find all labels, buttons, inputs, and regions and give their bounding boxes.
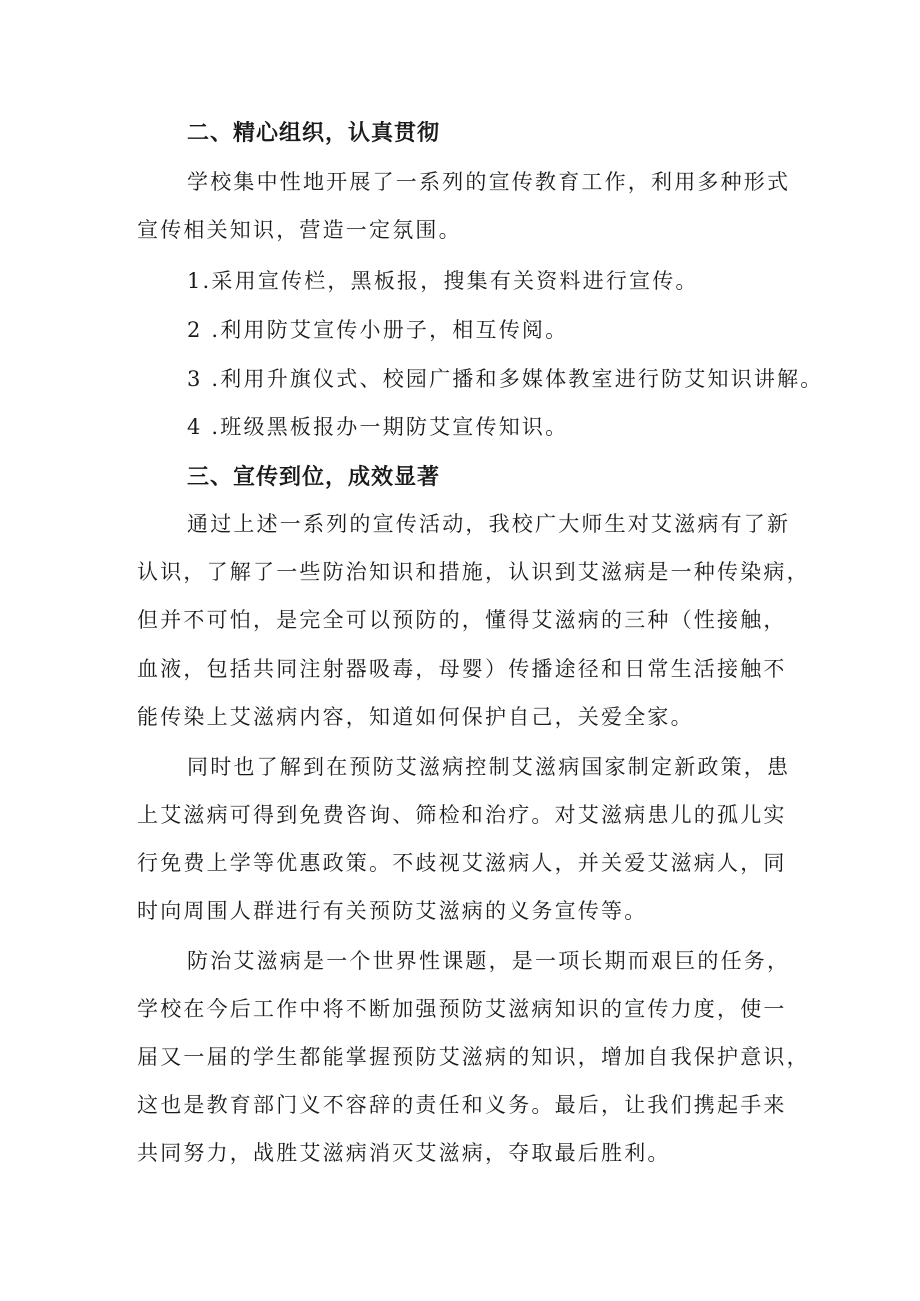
paragraph-line: 上艾滋病可得到免费咨询、筛检和治疗。对艾滋病患儿的孤儿实 xyxy=(137,803,787,827)
paragraph-line: 这也是教育部门义不容辞的责任和义务。最后，让我们携起手来 xyxy=(137,1093,787,1117)
section-heading-2: 二、精心组织，认真贯彻 xyxy=(187,121,441,146)
section-heading-3: 三、宣传到位，成效显著 xyxy=(187,465,441,490)
list-item: 3 .利用升旗仪式、校园广播和多媒体教室进行防艾知识讲解。 xyxy=(187,367,824,391)
paragraph-line: 能传染上艾滋病内容，知道如何保护自己，关爱全家。 xyxy=(137,705,694,729)
list-item: 4 .班级黑板报办一期防艾宣传知识。 xyxy=(187,415,569,439)
paragraph-line: 学校集中性地开展了一系列的宣传教育工作，利用多种形式 xyxy=(187,170,791,194)
paragraph-line: 学校在今后工作中将不断加强预防艾滋病知识的宣传力度，使一 xyxy=(137,997,787,1021)
paragraph-line: 同时也了解到在预防艾滋病控制艾滋病国家制定新政策，患 xyxy=(187,755,791,779)
paragraph-line: 届又一届的学生都能掌握预防艾滋病的知识，增加自我保护意识， xyxy=(137,1045,810,1069)
paragraph-line: 通过上述一系列的宣传活动，我校广大师生对艾滋病有了新 xyxy=(187,512,791,536)
list-item: 1.采用宣传栏，黑板报，搜集有关资料进行宣传。 xyxy=(187,269,699,293)
paragraph-line: 行免费上学等优惠政策。不歧视艾滋病人，并关爱艾滋病人，同 xyxy=(137,851,787,875)
paragraph-line: 宣传相关知识，营造一定氛围。 xyxy=(137,218,462,242)
paragraph-line: 血液，包括共同注射器吸毒，母婴）传播途径和日常生活接触不 xyxy=(137,657,787,681)
paragraph-line: 但并不可怕，是完全可以预防的，懂得艾滋病的三种（性接触， xyxy=(137,608,787,632)
paragraph-line: 共同努力，战胜艾滋病消灭艾滋病，夺取最后胜利。 xyxy=(137,1141,671,1165)
list-item: 2 .利用防艾宣传小册子，相互传阅。 xyxy=(187,318,569,342)
paragraph-line: 认识，了解了一些防治知识和措施，认识到艾滋病是一种传染病， xyxy=(137,560,810,584)
paragraph-line: 防治艾滋病是一个世界性课题，是一项长期而艰巨的任务， xyxy=(187,949,791,973)
paragraph-line: 时向周围人群进行有关预防艾滋病的义务宣传等。 xyxy=(137,899,648,923)
